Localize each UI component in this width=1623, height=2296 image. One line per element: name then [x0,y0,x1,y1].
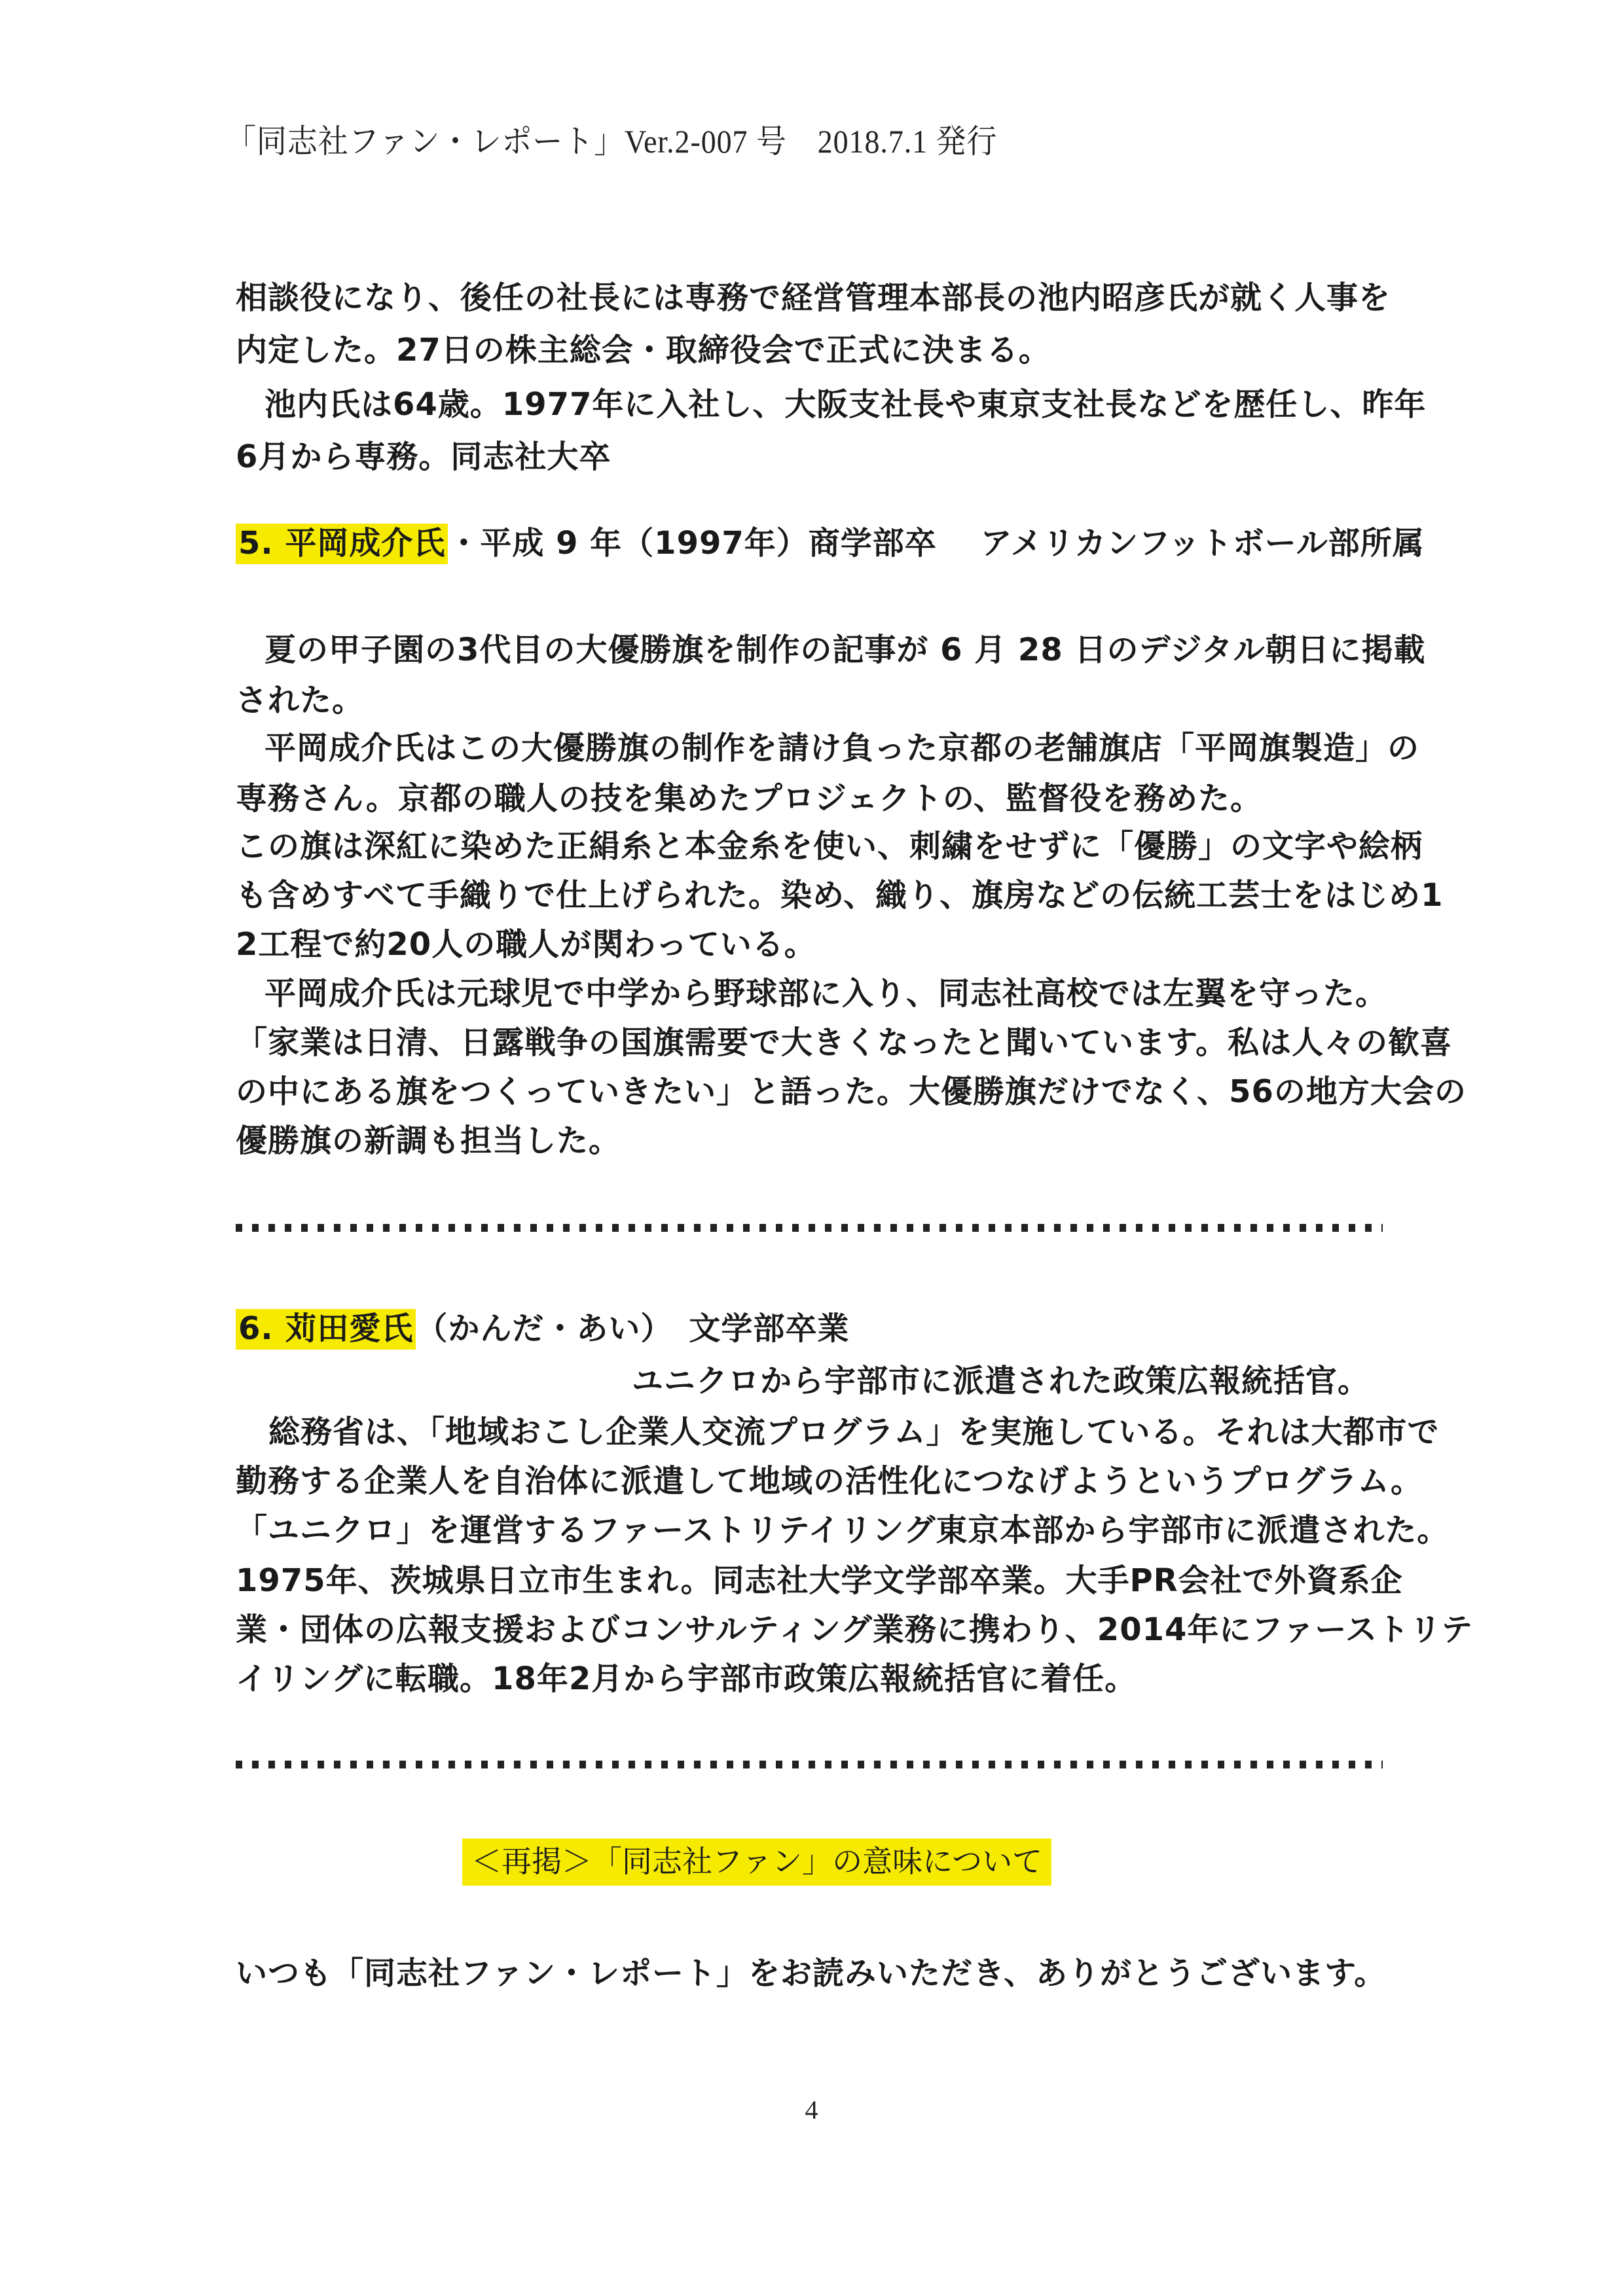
section-5-line: 「家業は日清、日露戦争の国旗需要で大きくなったと聞いています。私は人々の歓喜 [236,1024,1453,1061]
dotted-divider [236,1224,1383,1232]
section-5-details: ・平成 9 年（1997年）商学部卒 アメリカンフットボール部所属 [448,525,1425,562]
section-5-line: 平岡成介氏はこの大優勝旗の制作を請け負った京都の老舗旗店「平岡旗製造」の [264,730,1420,766]
intro-line: 池内氏は64歳。1977年に入社し、大阪支社長や東京支社長などを歴任し、昨年 [264,386,1427,423]
closing-text: いつも「同志社ファン・レポート」をお読みいただき、ありがとうございます。 [236,1955,1387,1992]
section-5-line: も含めすべて手織りで仕上げられた。染め、織り、旗房などの伝統工芸士をはじめ1 [236,877,1444,914]
section-5-line: 2工程で約20人の職人が関わっている。 [236,926,816,963]
section-5-line: の中にある旗をつくっていきたい」と語った。大優勝旗だけでなく、56の地方大会の [236,1073,1467,1110]
section-5-line: 専務さん。京都の職人の技を集めたプロジェクトの、監督役を務めた。 [236,780,1263,817]
section-6-line: 「ユニクロ」を運営するファーストリテイリング東京本部から宇部市に派遣された。 [236,1512,1450,1549]
section-6-name-highlight: 6. 苅田愛氏 [236,1309,416,1350]
section-6-line: 勤務する企業人を自治体に派遣して地域の活性化につなげようというプログラム。 [236,1463,1423,1499]
dotted-divider [236,1761,1383,1768]
section-5-line: 平岡成介氏は元球児で中学から野球部に入り、同志社高校では左翼を守った。 [264,975,1388,1012]
section-6-details: （かんだ・あい） 文学部卒業 [416,1310,850,1347]
intro-line: 内定した。27日の株主総会・取締役会で正式に決まる。 [236,332,1051,368]
section-6-line: 1975年、茨城県日立市生まれ。同志社大学文学部卒業。大手PR会社で外資系企 [236,1562,1403,1599]
report-header: 「同志社ファン・レポート」Ver.2-007 号 2018.7.1 発行 [226,123,998,160]
intro-line: 相談役になり、後任の社長には専務で経営管理本部長の池内昭彦氏が就く人事を [236,279,1391,316]
section-5-line: 優勝旗の新調も担当した。 [236,1122,621,1159]
section-6-line: イリングに転職。18年2月から宇部市政策広報統括官に着任。 [236,1660,1137,1697]
section-5-line: この旗は深紅に染めた正絹糸と本金糸を使い、刺繍をせずに「優勝」の文字や絵柄 [236,828,1423,865]
intro-line: 6月から専務。同志社大卒 [236,439,611,475]
section-5-name-highlight: 5. 平岡成介氏 [236,524,448,564]
section-6-subtitle: ユニクロから宇部市に派遣された政策広報統括官。 [632,1363,1370,1399]
page-number: 4 [805,2095,818,2125]
section-5-line: された。 [236,682,365,719]
section-6-line: 業・団体の広報支援およびコンサルティング業務に携わり、2014年にファーストリテ [236,1611,1474,1648]
section-5-heading [236,524,1425,563]
reprint-banner: ＜再掲＞「同志社ファン」の意味について [462,1839,1051,1886]
section-5-line: 夏の甲子園の3代目の大優勝旗を制作の記事が 6 月 28 日のデジタル朝日に掲載 [264,632,1426,668]
section-6-heading [236,1309,849,1348]
section-6-line: 総務省は、「地域おこし企業人交流プログラム」を実施している。それは大都市で [268,1414,1440,1450]
